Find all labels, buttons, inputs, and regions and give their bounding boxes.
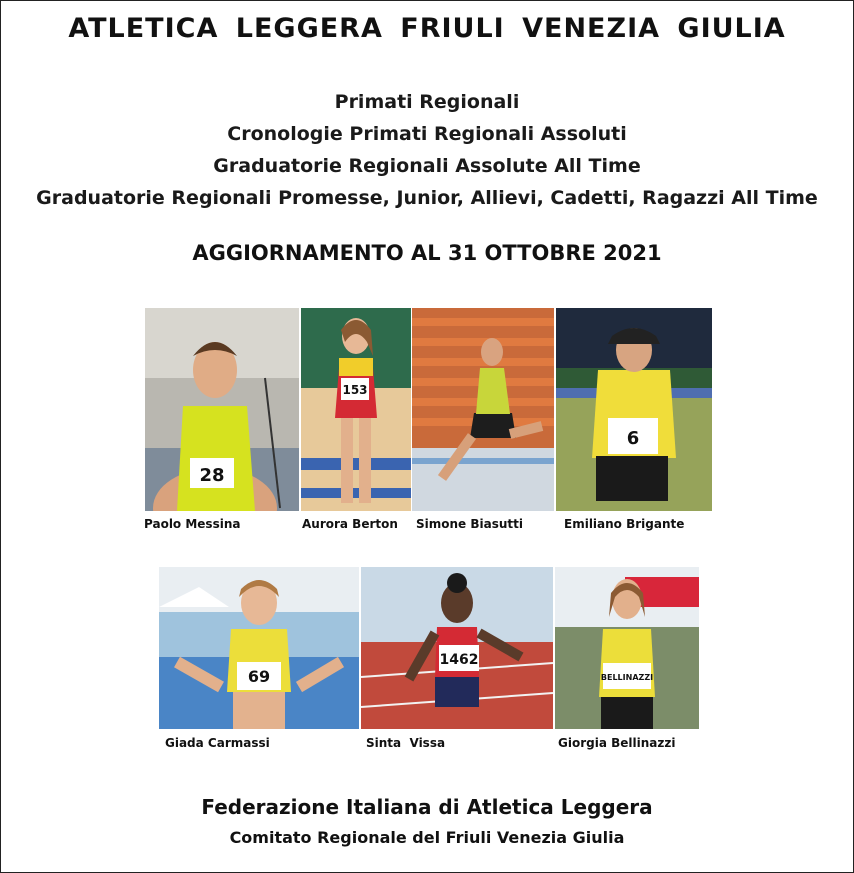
athlete-photo-simone-biasutti — [412, 308, 554, 511]
athlete-photo-giada-carmassi — [159, 567, 359, 729]
athlete-photo-aurora-berton — [301, 308, 411, 511]
caption-paolo-messina: Paolo Messina — [144, 517, 241, 531]
bib-69: 69 — [247, 667, 271, 686]
committee-name: Comitato Regionale del Friuli Venezia Giulia — [229, 828, 625, 847]
bib-6: 6 — [626, 428, 640, 449]
caption-sinta-vissa: Sinta Vissa — [366, 736, 446, 750]
update-date: AGGIORNAMENTO AL 31 OTTOBRE 2021 — [192, 241, 662, 265]
caption-aurora-berton: Aurora Berton — [302, 517, 398, 531]
subtitle-graduatorie-giovanili: Graduatorie Regionali Promesse, Junior, Allievi, Cadetti, Ragazzi All Time — [36, 187, 818, 209]
athlete-photo-emiliano-brigante — [556, 308, 712, 511]
subtitle-primati: Primati Regionali — [334, 91, 520, 113]
caption-giada-carmassi: Giada Carmassi — [165, 736, 270, 750]
athlete-photo-sinta-vissa — [361, 567, 553, 729]
caption-giorgia-bellinazzi: Giorgia Bellinazzi — [558, 736, 676, 750]
bib-28: 28 — [199, 465, 225, 486]
federation-name: Federazione Italiana di Atletica Leggera — [201, 795, 653, 819]
subtitle-graduatorie-assolute: Graduatorie Regionali Assolute All Time — [213, 155, 641, 177]
athlete-photo-giorgia-bellinazzi — [555, 567, 699, 729]
caption-emiliano-brigante: Emiliano Brigante — [564, 517, 685, 531]
athlete-photo-paolo-messina — [145, 308, 299, 511]
subtitle-cronologie: Cronologie Primati Regionali Assoluti — [227, 123, 627, 145]
poster-title: ATLETICA LEGGERA FRIULI VENEZIA GIULIA — [68, 13, 786, 44]
bib-bellinazzi: BELLINAZZI — [600, 673, 654, 682]
bib-153: 153 — [342, 383, 368, 397]
caption-simone-biasutti: Simone Biasutti — [416, 517, 523, 531]
bib-1462: 1462 — [439, 652, 479, 668]
